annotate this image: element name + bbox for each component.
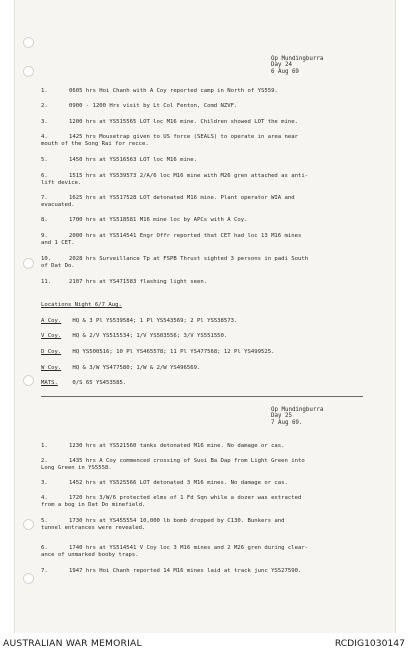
entry-number: 6. (41, 545, 48, 551)
day-number: Day 24 (271, 62, 292, 69)
entry-number: 11. (41, 279, 52, 285)
punch-hole-icon (23, 66, 34, 77)
entry-number: 5. (41, 157, 48, 163)
day25-header (271, 407, 381, 426)
entry-text: 1425 hrs Mousetrap given to US force (SEALS) to operate in area near mouth of the Song Rai for recce. (69, 134, 381, 148)
entry-text: 1452 hrs at YS525566 LOT detonated 3 M16 mines. No damage or cas. (69, 480, 288, 486)
entry-number: 6. (41, 173, 48, 179)
record-id: RCDIG1030147 (334, 638, 405, 649)
entry-text: 1740 hrs at YS514541 V Coy loc 3 M16 mines and 2 M26 gren during clear- ance of unmarked booby traps. (69, 545, 381, 559)
entry-number: 1. (41, 88, 48, 94)
date: 7 Aug 69. (271, 419, 303, 426)
entry-text: 1515 hrs at YS539573 2/A/6 loc M16 mine with M26 gren attached as anti- lift device. (69, 173, 381, 187)
entry-text: 0605 hrs Hoi Chanh with A Coy reported camp in North of YS559. (69, 88, 278, 94)
entry-number: 2. (41, 458, 48, 464)
day24-header (271, 56, 381, 75)
entry-text: 0900 - 1200 Hrs visit by Lt Col Fenton, Comd NZVF. (69, 103, 238, 109)
section-divider (41, 396, 363, 397)
entry-number: 10. (41, 256, 52, 262)
entry-continuation: mouth of the Song Rai for recce. (41, 141, 149, 147)
entry-number: 7. (41, 568, 48, 574)
document-page (14, 0, 396, 633)
entry-number: 4. (41, 495, 48, 501)
entry-text: 1450 hrs at YS516563 LOT loc M16 mine. (69, 157, 197, 163)
entry-text: 1200 hrs at YS515565 LOT loc M16 mine. Children showed LOT the mine. (69, 119, 299, 125)
operation-name: Op Mundingburra (271, 407, 324, 413)
location-row (41, 333, 381, 340)
entry-text: 1435 hrs A Coy commenced crossing of Suoi Ba Dap from Light Green into Long Green in YS5558. (69, 458, 381, 472)
entry-number: 8. (41, 217, 48, 223)
entry-text: 1230 hrs at YS521560 tanks detonated M16 mine. No damage or cas. (69, 443, 285, 449)
company-label: V Coy. (41, 333, 62, 339)
entry-text: 1700 hrs at YS518581 M16 mine loc by APCs with A Coy. (69, 217, 248, 223)
entry-text: 1730 hrs at YS455554 10,000 lb bomb dropped by C130. Bunkers and tunnel entrances were revealed. (69, 518, 381, 532)
archive-footer (0, 633, 408, 654)
company-label: W Coy. (41, 365, 62, 371)
company-label: D Coy. (41, 349, 62, 355)
company-location: HQ & 3 Pl YS539584; 1 Pl YS543569; 2 Pl YS538573. (72, 318, 238, 324)
entry-text: 2028 hrs Surveillance Tp at FSPB Thrust sighted 3 persons in padi South of Dat Do. (69, 256, 381, 270)
locations-heading: Locations Night 6/7 Aug. (41, 302, 122, 308)
entry-continuation: Long Green in YS5558. (41, 465, 112, 471)
location-row (41, 349, 381, 356)
day-number: Day 25 (271, 413, 292, 420)
company-location: HQ & 2/V YS515534; 1/V YS503556; 3/V YS551550. (72, 333, 228, 339)
entry-number: 9. (41, 233, 48, 239)
entry-text: 1947 hrs Hoi Chanh reported 14 M16 mines laid at track junc YS527590. (69, 568, 302, 574)
location-row (41, 380, 381, 387)
punch-hole-icon (23, 375, 34, 386)
entry-number: 2. (41, 103, 48, 109)
date: 6 Aug 69 (271, 68, 299, 75)
entry-text: 2107 hrs at YS471583 flashing light seen. (69, 279, 208, 285)
punch-hole-icon (23, 573, 34, 584)
entry-continuation: lift device. (41, 180, 82, 186)
entry-number: 1. (41, 443, 48, 449)
location-row (41, 318, 381, 325)
entry-text: 1625 hrs at YS517528 LOT detonated M16 mine. Plant operator WIA and evacuated. (69, 195, 381, 209)
location-row (41, 365, 381, 372)
entry-continuation: and 1 CET. (41, 240, 75, 246)
entry-text: 1720 hrs 3/W/6 protected elms of 1 Fd Sqn while a dozer was extracted from a bog in Dat Do minefield. (69, 495, 381, 509)
archive-name: AUSTRALIAN WAR MEMORIAL (3, 638, 142, 649)
entry-continuation: evacuated. (41, 202, 75, 208)
punch-hole-icon (23, 519, 34, 530)
company-location: HQ YS500516; 10 Pl YS465578; 11 Pl YS477568; 12 Pl YS499525. (72, 349, 275, 355)
entry-continuation: from a bog in Dat Do minefield. (41, 502, 146, 508)
company-label: MATS. (41, 380, 58, 386)
entry-continuation: tunnel entrances were revealed. (41, 525, 146, 531)
entry-continuation: of Dat Do. (41, 263, 75, 269)
entry-number: 3. (41, 480, 48, 486)
entry-number: 7. (41, 195, 48, 201)
punch-hole-icon (23, 37, 34, 48)
entry-number: 3. (41, 119, 48, 125)
entry-text: 2000 hrs at YS514541 Engr Offr reported that CET had loc 13 M16 mines and 1 CET. (69, 233, 381, 247)
entry-continuation: ance of unmarked booby traps. (41, 552, 139, 558)
company-location: 0/S 65 YS453585. (72, 380, 127, 386)
company-location: HQ & 3/W YS477580; 1/W & 2/W YS496569. (72, 365, 201, 371)
company-label: A Coy. (41, 318, 62, 324)
entry-number: 4. (41, 134, 48, 140)
operation-name: Op Mundingburra (271, 56, 324, 62)
entry-number: 5. (41, 518, 48, 524)
punch-hole-icon (23, 258, 34, 269)
